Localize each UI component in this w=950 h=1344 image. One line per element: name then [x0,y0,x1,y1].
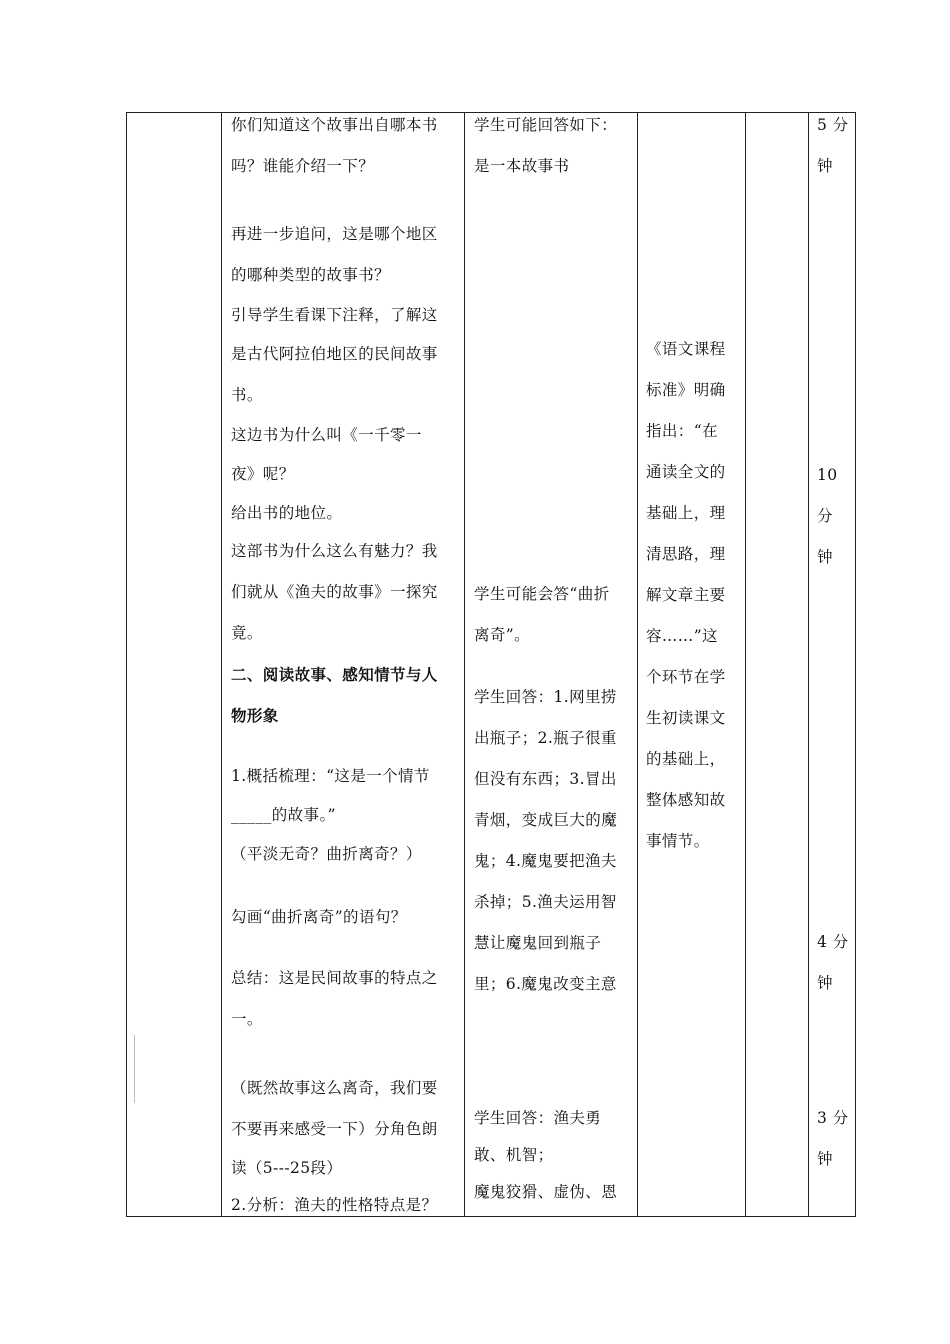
activity-line: 总结：这是民间故事的特点之 [231,969,438,987]
intent-line: 的基础上， [646,750,726,768]
activity-line: 你们知道这个故事出自哪本书 [231,116,438,134]
column-divider [745,112,746,1217]
student-activity-cell [474,105,617,187]
time-line: 钟 [817,1150,833,1168]
activity-line: 不要再来感受一下）分角色朗 [231,1120,438,1138]
student-line: 学生可能回答如下： [474,116,618,134]
activity-line: 1.概括梳理：“这是一个情节 [231,767,430,785]
student-activity-cell [474,574,610,656]
intent-line: 解文章主要 [646,586,726,604]
activity-line: 的哪种类型的故事书？ [231,266,391,284]
activity-line: （平淡无奇？曲折离奇？） [231,845,422,863]
column-divider [637,112,638,1217]
activity-line: 竟。 [231,624,263,642]
time-cell [817,922,849,1004]
student-activity-cell [474,1100,617,1211]
intent-line: 指出：“在 [646,422,718,440]
activity-line: 读（5---25段） [231,1159,343,1177]
time-line: 分 [817,507,833,525]
activity-line: 夜》呢？ [231,465,295,483]
activity-line: 这部书为什么这么有魅力？我 [231,542,438,560]
activity-line: （既然故事这么离奇，我们要 [231,1079,438,1097]
section-heading: 物形象 [231,706,279,725]
column-divider [221,112,222,1217]
activity-line: 勾画“曲折离奇”的语句？ [231,908,407,926]
student-line: 敢、机智； [474,1146,554,1164]
time-line: 4 分 [817,933,849,951]
student-line: 离奇”。 [474,626,531,644]
activity-line: 书。 [231,386,263,404]
intent-line: 事情节。 [646,832,710,850]
student-line: 慧让魔鬼回到瓶子 [474,934,602,952]
intent-line: 《语文课程 [646,340,726,358]
time-cell [817,1098,849,1180]
student-line: 青烟，变成巨大的魔 [474,811,618,829]
intent-line: 通读全文的 [646,463,726,481]
design-intent-cell [646,329,726,862]
faint-mark [134,1035,135,1103]
activity-line: 给出书的地位。 [231,504,343,522]
time-cell [817,455,838,578]
time-line: 钟 [817,548,833,566]
intent-line: 清思路，理 [646,545,726,563]
student-activity-cell [474,677,617,1005]
intent-line: 基础上，理 [646,504,726,522]
student-line: 杀掉；5.渔夫运用智 [474,893,617,911]
activity-line: 是古代阿拉伯地区的民间故事 [231,345,438,363]
activity-line: 这边书为什么叫《一千零一 [231,426,422,444]
activity-line: 2.分析：渔夫的性格特点是？ [231,1196,438,1214]
teacher-activity-cell [231,105,438,1224]
time-line: 5 分 [817,116,849,134]
student-line: 但没有东西；3.冒出 [474,770,617,788]
time-line: 3 分 [817,1109,849,1127]
time-line: 钟 [817,974,833,992]
time-line: 钟 [817,157,833,175]
time-line: 10 [817,466,838,484]
column-divider [464,112,465,1217]
activity-line: 引导学生看课下注释，了解这 [231,306,438,324]
activity-line: 一。 [231,1010,263,1028]
student-line: 学生回答：渔夫勇 [474,1109,602,1127]
student-line: 出瓶子；2.瓶子很重 [474,729,617,747]
intent-line: 个环节在学 [646,668,726,686]
activity-line: 再进一步追问，这是哪个地区 [231,225,438,243]
time-cell [817,105,849,187]
student-line: 学生可能会答“曲折 [474,585,610,603]
intent-line: 整体感知故 [646,791,726,809]
column-divider [808,112,809,1217]
student-line: 鬼；4.魔鬼要把渔夫 [474,852,617,870]
activity-line: 吗？谁能介绍一下？ [231,157,375,175]
student-line: 魔鬼狡猾、虚伪、恩 [474,1183,618,1201]
student-line: 里；6.魔鬼改变主意 [474,975,617,993]
activity-line: _____的故事。” [231,806,336,824]
student-line: 是一本故事书 [474,157,570,175]
section-heading: 二、阅读故事、感知情节与人 [231,665,438,684]
student-line: 学生回答：1.网里捞 [474,688,617,706]
intent-line: 生初读课文 [646,709,726,727]
intent-line: 容……”这 [646,627,718,645]
intent-line: 标准》明确 [646,381,726,399]
activity-line: 们就从《渔夫的故事》一探究 [231,583,438,601]
